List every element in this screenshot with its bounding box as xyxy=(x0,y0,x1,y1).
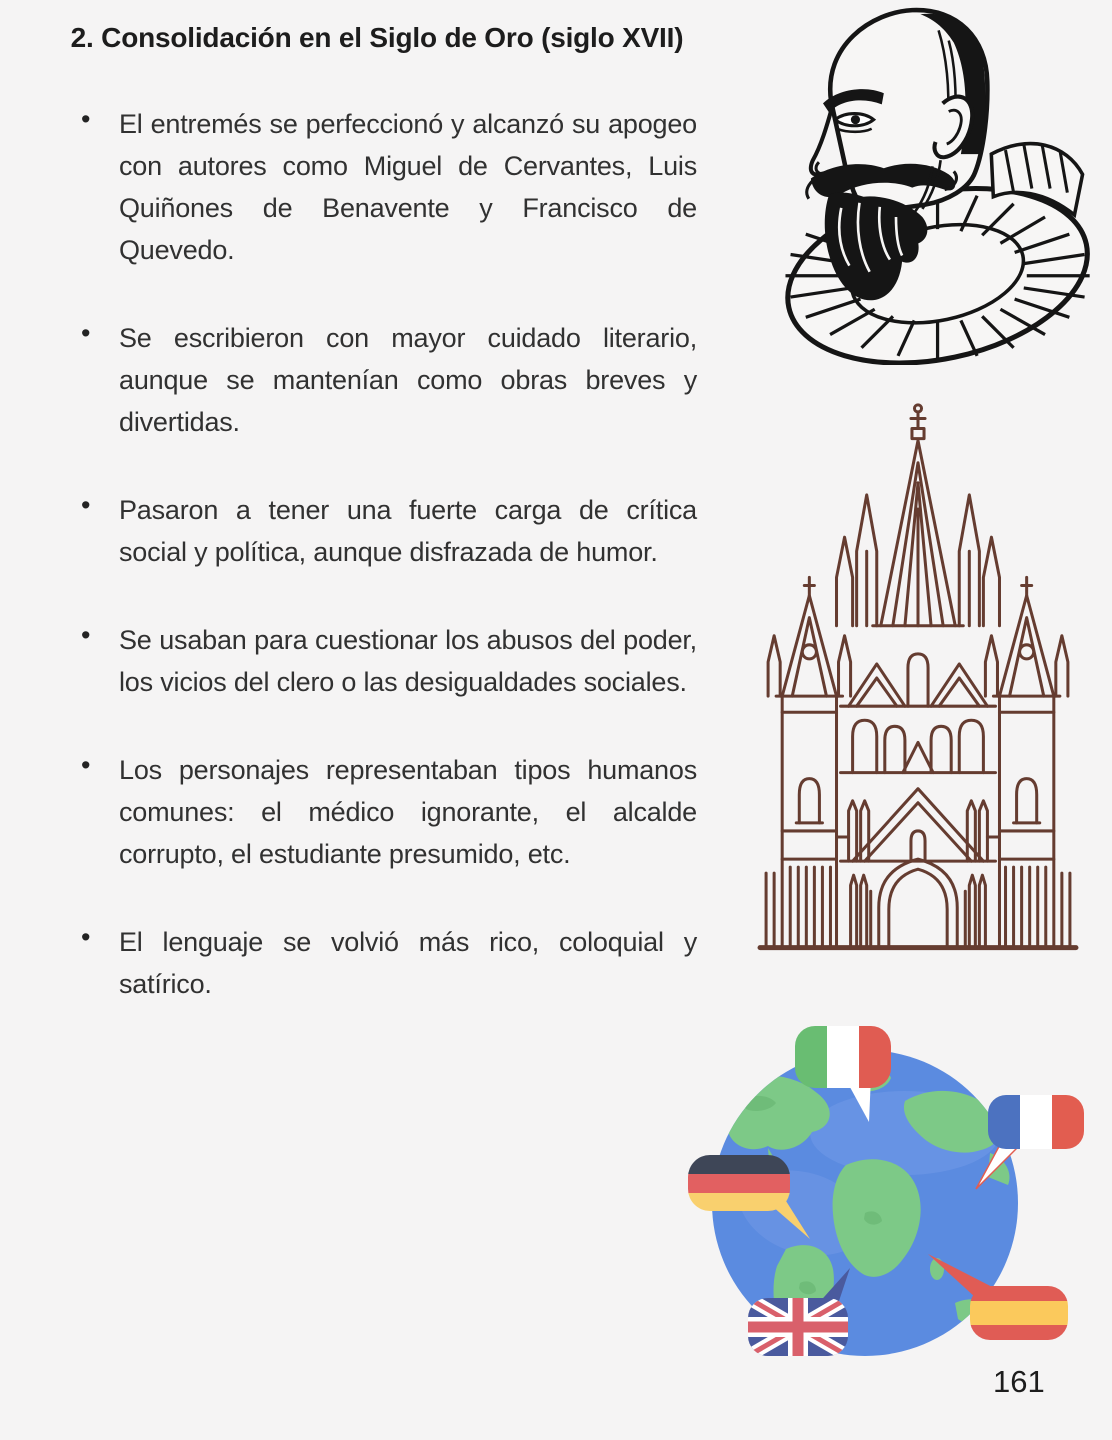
gothic-cathedral-icon xyxy=(752,398,1084,952)
bullet-icon: • xyxy=(81,318,91,349)
bullet-icon: • xyxy=(81,620,91,651)
bullet-text: Los personajes representaban tipos humanos comunes: el médico ignorante, el alcalde corrupto, el estudiante presumido, etc. xyxy=(119,755,697,870)
page-title: 2. Consolidación en el Siglo de Oro (siglo XVII) xyxy=(70,22,684,53)
bullet-list xyxy=(57,103,697,1005)
list-item xyxy=(57,103,697,271)
bullet-text: Se usaban para cuestionar los abusos del poder, los vicios del clero o las desigualdades sociales. xyxy=(119,625,697,698)
page-number: 161 xyxy=(993,1364,1045,1399)
list-item xyxy=(57,921,697,1005)
bullet-text: El entremés se perfeccionó y alcanzó su apogeo con autores como Miguel de Cervantes, Luis Quiñones de Benavente y Francisco de Quevedo. xyxy=(119,109,697,266)
bullet-icon: • xyxy=(81,104,91,135)
bullet-text: El lenguaje se volvió más rico, coloquial y satírico. xyxy=(119,927,697,1000)
cervantes-portrait-icon xyxy=(770,0,1095,365)
text-column xyxy=(57,16,697,1005)
bullet-text: Pasaron a tener una fuerte carga de crítica social y política, aunque disfrazada de humor. xyxy=(119,495,697,568)
list-item xyxy=(57,619,697,703)
bullet-icon: • xyxy=(81,490,91,521)
bullet-icon: • xyxy=(81,922,91,953)
globe-language-flags-icon xyxy=(650,1013,1090,1385)
bullet-text: Se escribieron con mayor cuidado literario, aunque se mantenían como obras breves y divertidas. xyxy=(119,323,697,438)
list-item xyxy=(57,489,697,573)
list-item xyxy=(57,317,697,443)
list-item xyxy=(57,749,697,875)
bullet-icon: • xyxy=(81,750,91,781)
